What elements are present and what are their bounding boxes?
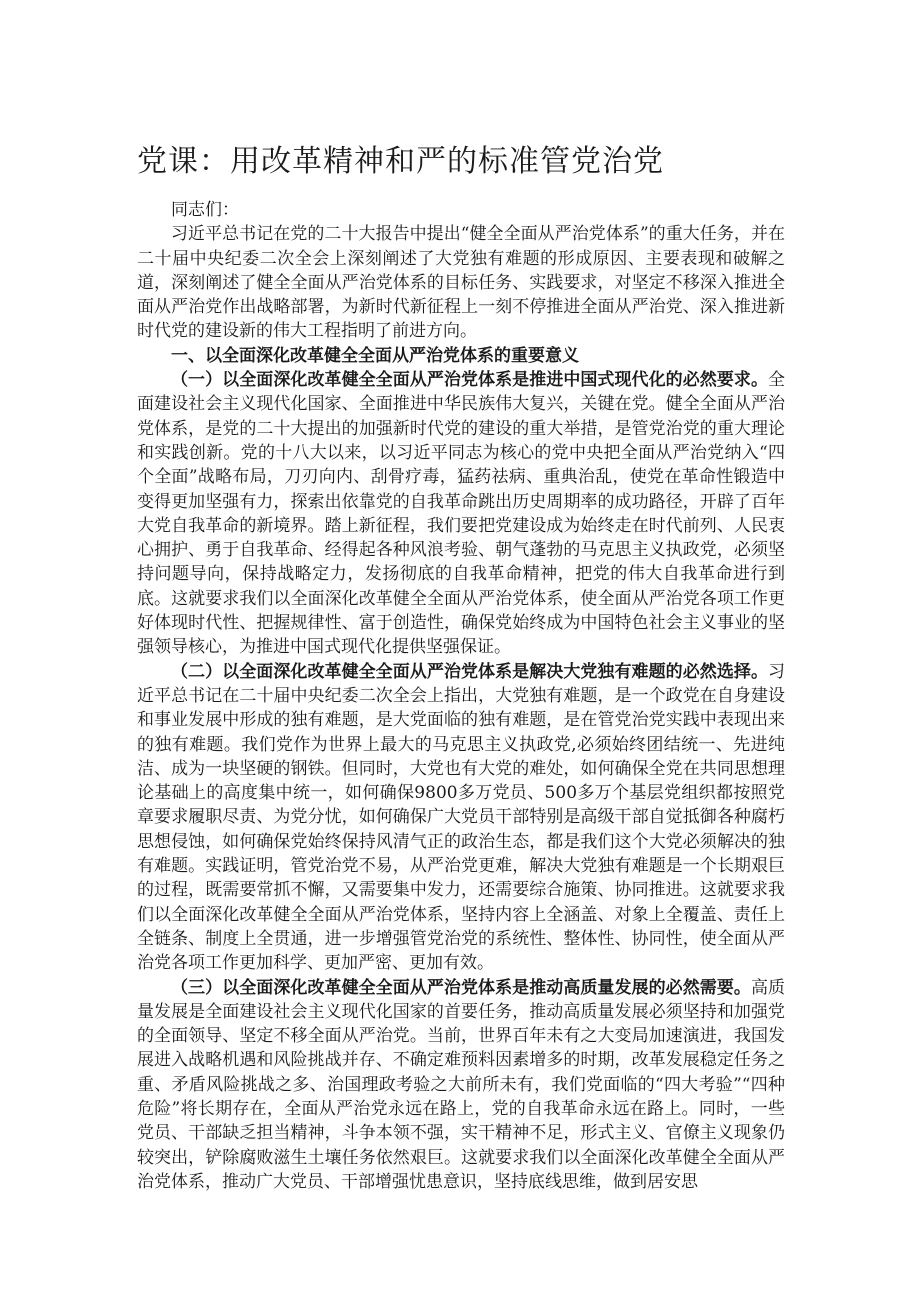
document-body — [137, 198, 785, 1194]
subsection-paragraph — [137, 660, 785, 976]
subsection-text: 习近平总书记在二十届中央纪委二次全会上指出，大党独有难题，是一个政党在自身建设和事业发展中形成的独有难题，是大党面临的独有难题，是在管党治党实践中表现出来的独有难题。我们党作为世界上最大的马克思主义执政党,必须始终团结统一、先进纯洁、成为一块坚硬的钢铁。但同时，大党也有大党的难处，如何确保全党在共同思想理论基础上的高度集中统一，如何确保9800多万党员、500多万个基层党组织都按照党章要求履职尽责、为党分忧，如何确保广大党员干部特别是高级干部自觉抵御各种腐朽思想侵蚀，如何确保党始终保持风清气正的政治生态，都是我们这个大党必须解决的独有难题。实践证明，管党治党不易，从严治党更难，解决大党独有难题是一个长期艰巨的过程，既需要常抓不懈，又需要集中发力，还需要综合施策、协同推进。这就要求我们以全面深化改革健全全面从严治党体系，坚持内容上全涵盖、对象上全覆盖、责任上全链条、制度上全贯通，进一步增强管党治党的系统性、整体性、协同性，使全面从严治党各项工作更加科学、更加严密、更加有效。 — [137, 661, 785, 974]
greeting: 同志们： — [171, 200, 239, 220]
intro-paragraph: 习近平总书记在党的二十大报告中提出“健全全面从严治党体系”的重大任务，并在二十届中央纪委二次全会上深刻阐述了大党独有难题的形成原因、主要表现和破解之道，深刻阐述了健全全面从严治党体系的目标任务、实践要求，对坚定不移深入推进全面从严治党作出战略部署，为新时代新征程上一刻不停推进全面从严治党、深入推进新时代党的建设新的伟大工程指明了前进方向。 — [137, 224, 785, 342]
subsection-text: 全面建设社会主义现代化国家、全面推进中华民族伟大复兴，关键在党。健全全面从严治党体系，是党的二十大提出的加强新时代党的建设的重大举措，是管党治党的重大理论和实践创新。党的十八大以来，以习近平同志为核心的党中央把全面从严治党纳入“四个全面”战略布局，刀刃向内、刮骨疗毒，猛药祛病、重典治乱，使党在革命性锻造中变得更加坚强有力，探索出依靠党的自我革命跳出历史周期率的成功路径，开辟了百年大党自我革命的新境界。踏上新征程，我们要把党建设成为始终走在时代前列、人民衷心拥护、勇于自我革命、经得起各种风浪考验、朝气蓬勃的马克思主义执政党，必须坚持问题导向，保持战略定力，发扬彻底的自我革命精神，把党的伟大自我革命进行到底。这就要求我们以全面深化改革健全全面从严治党体系，使全面从严治党各项工作更好体现时代性、把握规律性、富于创造性，确保党始终成为中国特色社会主义事业的坚强领导核心，为推进中国式现代化提供坚强保证。 — [137, 370, 785, 658]
document-title: 党课：用改革精神和严的标准管党治党 — [137, 144, 664, 179]
subsection-text: 高质量发展是全面建设社会主义现代化国家的首要任务，推动高质量发展必须坚持和加强党的全面领导、坚定不移全面从严治党。当前，世界百年未有之大变局加速演进，我国发展进入战略机遇和风险挑战并存、不确定难预料因素增多的时期，改革发展稳定任务之重、矛盾风险挑战之多、治国理政考验之大前所未有，我们党面临的“四大考验”“四种危险”将长期存在，全面从严治党永远在路上，党的自我革命永远在路上。同时，一些党员、干部缺乏担当精神，斗争本领不强，实干精神不足，形式主义、官僚主义现象仍较突出，铲除腐败滋生土壤任务依然艰巨。这就要求我们以全面深化改革健全全面从严治党体系，推动广大党员、干部增强忧患意识，坚持底线思维，做到居安思 — [137, 977, 786, 1192]
subsection-lead: （三）以全面深化改革健全全面从严治党体系是推动高质量发展的必然需要。 — [171, 977, 751, 998]
subsection-paragraph — [137, 368, 785, 660]
subsection-paragraph — [137, 976, 785, 1195]
subsection-lead: （一）以全面深化改革健全全面从严治党体系是推进中国式现代化的必然要求。 — [171, 370, 768, 391]
section-heading: 一、以全面深化改革健全全面从严治党体系的重要意义 — [171, 345, 579, 366]
subsection-lead: （二）以全面深化改革健全全面从严治党体系是解决大党独有难题的必然选择。 — [171, 661, 768, 682]
